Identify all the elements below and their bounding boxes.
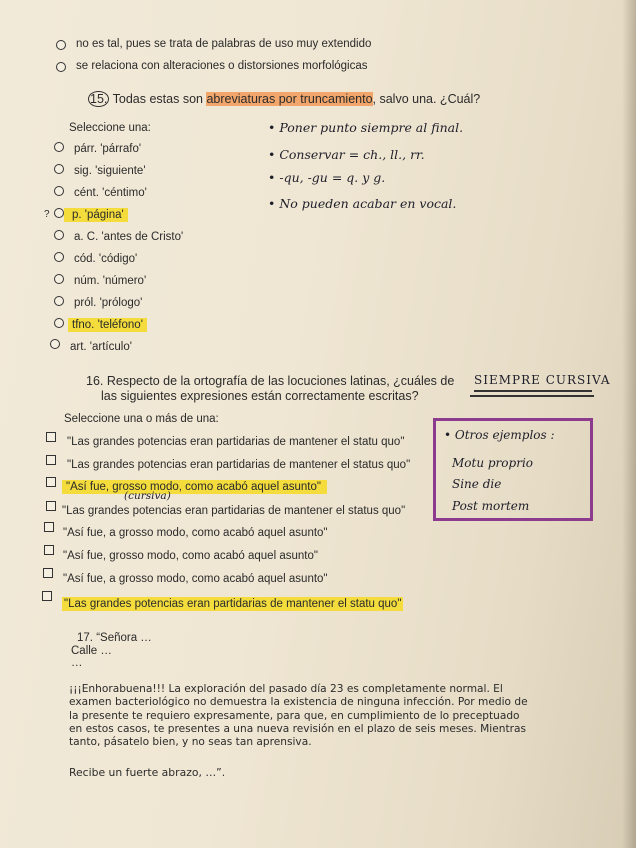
radio-button[interactable] [54, 274, 64, 284]
question-17-title [77, 631, 152, 645]
question-text: Respecto de la ortografía de las locuciones latinas, ¿cuáles de [106, 374, 455, 388]
option-label: art. 'artículo' [70, 341, 132, 353]
radio-button[interactable] [54, 318, 64, 328]
option-label-highlighted: tfno. 'teléfono' [68, 318, 147, 332]
option-label: sig. 'siguiente' [74, 165, 146, 177]
letter-paragraph: ¡¡¡Enhorabuena!!! La exploración del pasado día 23 es completamente normal. El examen bacteriológico no demuestra la existencia de ninguna infección. Por medio de la presente te requiero expresamente, para que, en cumplimiento de lo preceptuado en estos casos, te presentes a una nueva revisión en el plazo de seis meses. Mientras tanto, pásatelo bien, y no seas tan aprensiva. [69, 683, 528, 749]
instruction-text: Seleccione una: [69, 122, 151, 134]
option-label: párr. 'párrafo' [74, 143, 142, 155]
highlighted-phrase: abreviaturas por truncamiento [206, 92, 373, 106]
instruction-text: Seleccione una o más de una: [64, 413, 219, 425]
radio-button[interactable] [56, 40, 66, 50]
radio-button[interactable] [54, 142, 64, 152]
margin-question-mark: ? [44, 209, 50, 220]
question-16-line2: las siguientes expresiones están correctamente escritas? [101, 389, 419, 403]
option-label: cént. 'céntimo' [74, 187, 147, 199]
question-number: 15. [90, 92, 108, 106]
radio-button[interactable] [54, 230, 64, 240]
question-15-title [88, 92, 480, 106]
checkbox[interactable] [44, 522, 54, 532]
question-number: 17. [77, 632, 93, 644]
option-label-highlighted: "Las grandes potencias eran partidarias de mantener el statu quo" [64, 598, 402, 610]
checkbox[interactable] [46, 501, 56, 511]
handwritten-underline [470, 395, 594, 397]
option-label: "Las grandes potencias eran partidarias de mantener el status quo" [62, 505, 406, 517]
handwritten-note: Post mortem [452, 499, 530, 513]
question-16-title [86, 374, 454, 388]
checkbox[interactable] [46, 477, 56, 487]
checkbox[interactable] [42, 591, 52, 601]
handwritten-note: • Conservar = ch., ll., rr. [268, 147, 425, 162]
letter-closing: Recibe un fuerte abrazo, …”. [69, 766, 226, 779]
option-label: se relaciona con alteraciones o distorsiones morfológicas [76, 60, 368, 72]
option-label-highlighted: "Así fue, grosso modo, como acabó aquel asunto" [62, 480, 327, 494]
handwritten-underline [474, 390, 592, 392]
question-text: , salvo una. ¿Cuál? [372, 92, 481, 106]
question-text: “Señora … [96, 632, 152, 644]
radio-button[interactable] [50, 339, 60, 349]
option-label: "Las grandes potencias eran partidarias de mantener el statu quo" [67, 436, 405, 448]
handwritten-heading: SIEMPRE CURSIVA [474, 373, 611, 387]
option-label: no es tal, pues se trata de palabras de uso muy extendido [76, 38, 372, 50]
radio-button[interactable] [54, 164, 64, 174]
radio-button[interactable] [56, 62, 66, 72]
radio-button[interactable] [54, 252, 64, 262]
handwritten-note: Sine die [452, 477, 502, 491]
radio-button[interactable] [54, 208, 64, 218]
option-label: "Así fue, grosso modo, como acabó aquel asunto" [63, 550, 318, 562]
checkbox[interactable] [44, 545, 54, 555]
handwritten-note: • Poner punto siempre al final. [268, 120, 464, 135]
option-label: a. C. 'antes de Cristo' [74, 231, 184, 243]
letter-line: Calle … [71, 645, 112, 657]
option-label: cód. 'código' [74, 253, 138, 265]
letter-line: … [71, 657, 83, 669]
checkbox[interactable] [46, 455, 56, 465]
question-text: Todas estas son [112, 92, 203, 106]
handwritten-note: (cursiva) [124, 490, 171, 502]
option-label: pról. 'prólogo' [74, 297, 143, 309]
option-label-highlighted: p. 'página' [64, 208, 128, 222]
handwritten-note: • -qu, -gu = q. y g. [268, 170, 386, 185]
option-label: "Las grandes potencias eran partidarias de mantener el status quo" [67, 459, 411, 471]
option-label: "Así fue, a grosso modo, como acabó aquel asunto" [63, 527, 328, 539]
handwritten-note: • No pueden acabar en vocal. [268, 196, 457, 211]
handwritten-note: Motu proprio [452, 456, 533, 470]
option-label: "Así fue, a grosso modo, como acabó aquel asunto" [63, 573, 328, 585]
checkbox[interactable] [46, 432, 56, 442]
option-label: núm. 'número' [74, 275, 147, 287]
checkbox[interactable] [43, 568, 53, 578]
handwritten-note: • Otros ejemplos : [444, 428, 555, 442]
radio-button[interactable] [54, 186, 64, 196]
question-number: 16. [86, 374, 104, 388]
page-edge-shadow [622, 0, 636, 848]
radio-button[interactable] [54, 296, 64, 306]
